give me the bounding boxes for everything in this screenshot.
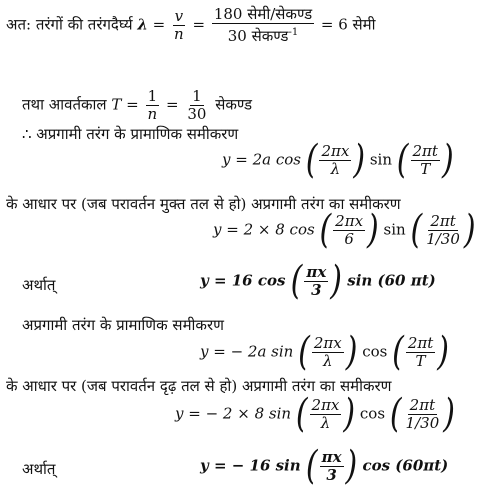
period-symbol: T xyxy=(111,95,122,114)
equation-lhs: y = 2a cos xyxy=(222,150,301,169)
fraction-numerator: 2πt xyxy=(409,396,436,414)
standard-equation-heading: ∴ अप्रगामी तरंग के प्रामाणिक समीकरण xyxy=(22,125,239,143)
v-over-n-fraction xyxy=(172,8,186,43)
equation-lhs: y = − 2 × 8 sin xyxy=(175,404,292,423)
cos-argument: ( $\frac{\pi x}{3}$ ) xyxy=(290,258,343,304)
fraction-denominator: 6 xyxy=(344,230,354,248)
rigid-end-result-label: अर्थात् xyxy=(22,460,56,478)
standard-equation-heading-2: अप्रगामी तरंग के प्रामाणिक समीकरण xyxy=(22,316,224,334)
fraction-numerator: πx xyxy=(306,263,327,281)
sin-argument: ( $\frac{2\pi x}{\lambda}$ ) xyxy=(295,391,356,437)
sin-argument: ( $\frac{2\pi t}{T}$ ) xyxy=(396,137,454,183)
cos-argument: ( $\frac{2\pi t}{1/30}$ ) xyxy=(389,391,455,437)
fraction-numerator: 2πt xyxy=(412,142,438,160)
fraction-numerator: 2πx xyxy=(335,212,364,230)
equation-lhs: y = 2 × 8 cos xyxy=(213,220,315,239)
rigid-end-final-equation xyxy=(200,443,449,489)
fraction-denominator: λ xyxy=(330,160,341,178)
free-end-final-equation xyxy=(200,258,436,304)
wavelength-label: अत: तरंगों की तरंगदैर्घ्य xyxy=(6,15,133,34)
cos-argument: ( $\frac{2\pi x}{6}$ ) xyxy=(319,207,379,253)
one-over-thirty-fraction xyxy=(185,88,208,123)
sin-argument: ( $\frac{\pi x}{3}$ ) xyxy=(305,443,358,489)
equation-lhs: y = − 16 sin xyxy=(200,456,301,475)
equals-sign: = xyxy=(192,15,206,34)
sin-function: sin xyxy=(383,220,406,239)
exponent: -1 xyxy=(288,27,299,38)
sin-argument: ( $\frac{2\pi x}{\lambda}$ ) xyxy=(298,329,358,375)
fraction-numerator: 2πt xyxy=(430,212,456,230)
equals-sign: = xyxy=(165,95,179,114)
cos-argument: ( $\frac{2\pi t}{T}$ ) xyxy=(392,329,449,375)
lambda-symbol: λ xyxy=(137,15,148,34)
equation-rest: cos (60πt) xyxy=(362,456,449,475)
cos-function: cos xyxy=(359,404,386,423)
sin-function: sin xyxy=(369,150,392,169)
fraction-denominator: T xyxy=(415,352,426,370)
fraction-denominator: 30 xyxy=(187,105,207,123)
fraction-numerator: 1 xyxy=(147,87,158,105)
fraction-numerator: 2πx xyxy=(321,142,350,160)
fraction-numerator: 1 xyxy=(192,87,202,105)
free-end-heading: के आधार पर (जब परावर्तन मुक्त तल से हो) अप्रगामी तरंग का समीकरण xyxy=(6,195,401,213)
fraction-denominator: n xyxy=(174,25,184,43)
standard-stationary-wave-equation-2 xyxy=(200,329,449,375)
period-unit: सेकण्ड xyxy=(215,95,253,114)
fraction-numerator: 2πx xyxy=(313,334,342,352)
fraction-denominator: T xyxy=(420,160,431,178)
fraction-denominator xyxy=(226,24,300,45)
fraction-denominator: 1/30 xyxy=(405,414,440,432)
wavelength-result: = 6 सेमी xyxy=(320,15,376,34)
fraction-numerator: 2πt xyxy=(407,334,434,352)
fraction-denominator: 3 xyxy=(326,466,337,484)
sin-argument: ( $\frac{2\pi t}{1/30}$ ) xyxy=(410,207,476,253)
fraction-denominator: λ xyxy=(323,352,333,370)
fraction-denominator: n xyxy=(147,105,158,123)
free-end-substituted-equation xyxy=(213,207,476,253)
equation-lhs: y = − 2a sin xyxy=(200,342,294,361)
fraction-denominator: 3 xyxy=(311,281,322,299)
one-over-n-fraction xyxy=(146,88,160,123)
fraction-numerator: v xyxy=(174,7,184,25)
rigid-end-substituted-equation xyxy=(175,391,455,437)
fraction-denominator: 1/30 xyxy=(426,230,460,248)
standard-stationary-wave-equation xyxy=(222,137,454,183)
equals-sign: = xyxy=(126,95,139,114)
period-line xyxy=(22,88,252,123)
free-end-result-label: अर्थात् xyxy=(22,276,56,294)
cos-function: cos xyxy=(362,342,388,361)
fraction-numerator: πx xyxy=(321,448,342,466)
cos-argument: ( $\frac{2\pi x}{\lambda}$ ) xyxy=(305,137,366,183)
fraction-numerator: 180 सेमी/सेकण्ड xyxy=(213,5,313,23)
speed-over-frequency-fraction xyxy=(212,6,314,45)
wavelength-line xyxy=(6,6,376,45)
equation-rest: sin (60 πt) xyxy=(347,271,436,290)
denominator-text: 30 सेकण्ड xyxy=(227,27,289,45)
rigid-end-heading: के आधार पर (जब परावर्तन दृढ़ तल से हो) अप्रगामी तरंग का समीकरण xyxy=(6,377,392,395)
fraction-denominator: λ xyxy=(320,414,331,432)
equation-lhs: y = 16 cos xyxy=(200,271,286,290)
period-label: तथा आवर्तकाल xyxy=(22,95,107,114)
fraction-numerator: 2πx xyxy=(311,396,340,414)
equals-sign: = xyxy=(152,15,166,34)
